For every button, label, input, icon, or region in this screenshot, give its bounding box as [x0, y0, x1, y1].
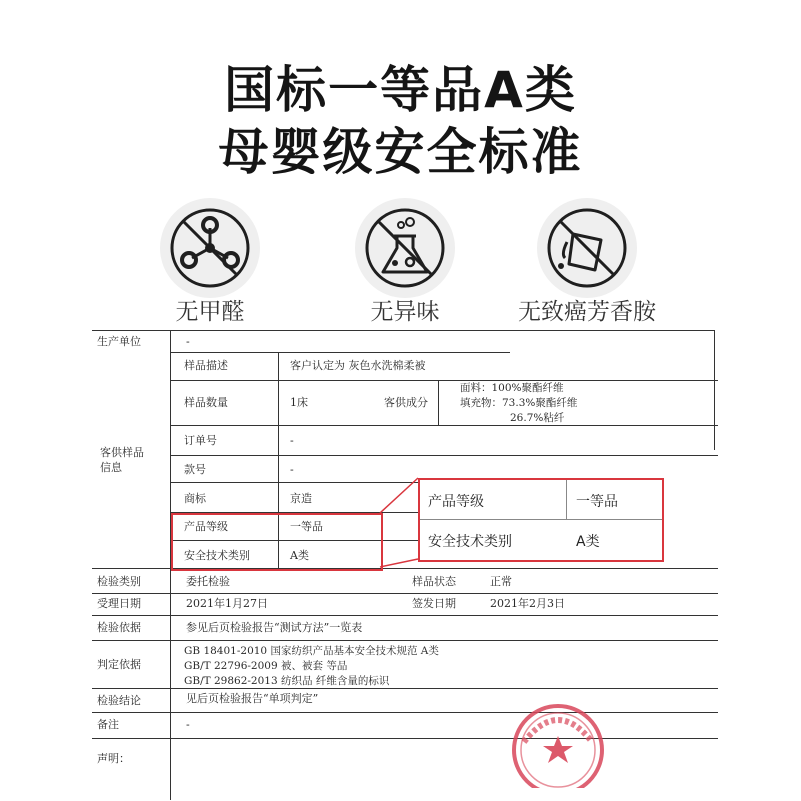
- accept-date-value: 2021年1月27日: [186, 597, 268, 610]
- feature-label-no-amine: 无致癌芳香胺: [518, 299, 656, 325]
- judge-line-3: GB/T 29862-2013 纺织品 纤维含量的标识: [184, 675, 390, 687]
- order-no-value: -: [290, 434, 294, 447]
- grade-value: 一等品: [290, 520, 323, 533]
- basis-value: 参见后页检验报告“测试方法”一览表: [186, 621, 363, 634]
- conclusion-label: 检验结论: [97, 694, 141, 707]
- remark-value: -: [186, 718, 190, 731]
- sample-desc-value: 客户认定为 灰色水洗棉柔被: [290, 359, 426, 372]
- safety-label: 安全技术类别: [184, 549, 250, 562]
- grade-callout-box: [418, 478, 664, 562]
- judge-label: 判定依据: [97, 658, 141, 671]
- callout-safety-label: 安全技术类别: [428, 534, 512, 550]
- grade-label: 产品等级: [184, 520, 228, 533]
- callout-grade-value: 一等品: [576, 494, 618, 510]
- inspection-type-value: 委托检验: [186, 575, 230, 588]
- style-no-label: 款号: [184, 463, 206, 476]
- judge-line-2: GB/T 22796-2009 被、被套 等品: [184, 660, 348, 672]
- composition-label: 客供成分: [384, 396, 428, 409]
- sample-status-value: 正常: [490, 575, 512, 588]
- composition-line-2: 填充物：73.3%聚酯纤维: [460, 397, 578, 409]
- footer-fragment: 声明：: [97, 752, 130, 765]
- sample-status-label: 样品状态: [412, 575, 456, 588]
- composition-line-3: 26.7%粘纤: [510, 412, 565, 424]
- headline-line-1: 国标一等品A类: [224, 61, 577, 119]
- remark-label: 备注: [97, 718, 119, 731]
- feature-label-no-odor: 无异味: [370, 299, 440, 325]
- issue-date-label: 签发日期: [412, 597, 456, 610]
- basis-label: 检验依据: [97, 621, 141, 634]
- composition-line-1: 面料：100%聚酯纤维: [460, 382, 564, 394]
- sample-qty-value: 1床: [290, 396, 308, 409]
- sample-desc-label: 样品描述: [184, 359, 228, 372]
- headline-line-2: 母婴级安全标准: [218, 123, 583, 181]
- feature-label-no-formaldehyde: 无甲醛: [175, 299, 245, 325]
- sample-qty-label: 样品数量: [184, 396, 228, 409]
- producer-label: 生产单位: [97, 335, 141, 348]
- client-sample-label-1: 客供样品: [100, 446, 144, 459]
- style-no-value: -: [290, 463, 294, 476]
- conclusion-value: 见后页检验报告“单项判定”: [186, 692, 319, 705]
- callout-grade-label: 产品等级: [428, 494, 484, 510]
- brand-label: 商标: [184, 492, 206, 505]
- client-sample-label-2: 信息: [100, 461, 122, 474]
- issue-date-value: 2021年2月3日: [490, 597, 565, 610]
- producer-value: -: [186, 335, 190, 348]
- official-seal-stamp-icon: [508, 688, 608, 788]
- order-no-label: 订单号: [184, 434, 217, 447]
- callout-safety-value: A类: [576, 534, 600, 550]
- brand-value: 京造: [290, 492, 312, 505]
- safety-value: A类: [290, 549, 309, 562]
- inspection-type-label: 检验类别: [97, 575, 141, 588]
- judge-line-1: GB 18401-2010 国家纺织产品基本安全技术规范 A类: [184, 645, 439, 657]
- accept-date-label: 受理日期: [97, 597, 141, 610]
